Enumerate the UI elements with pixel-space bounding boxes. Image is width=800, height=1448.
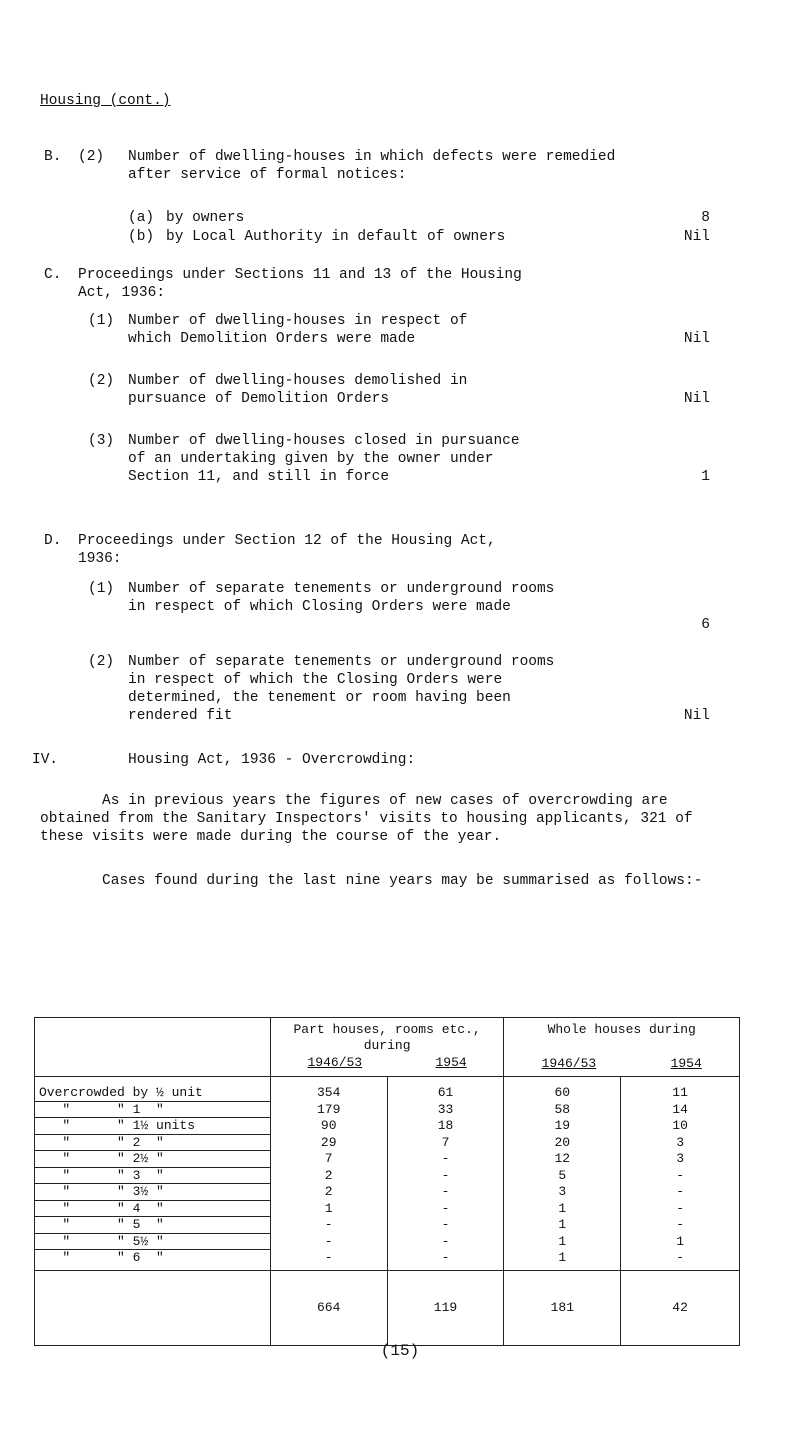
section-d-letter: D. <box>44 533 62 549</box>
table-cell: 90 <box>270 1118 387 1135</box>
table-cell: - <box>621 1200 740 1217</box>
section-d-item-1-num: (1) <box>88 581 115 597</box>
table-cell: - <box>387 1184 504 1201</box>
table-cell: - <box>270 1250 387 1271</box>
table-cell: 61 <box>387 1077 504 1102</box>
section-c-item-2-num: (2) <box>88 373 115 389</box>
table-cell: - <box>621 1184 740 1201</box>
table-cell: 7 <box>387 1134 504 1151</box>
table-cell: - <box>387 1233 504 1250</box>
table-row-label: " " 3½ " <box>35 1184 271 1201</box>
table-cell: 1 <box>504 1250 621 1271</box>
table-header-whole-houses <box>504 1018 740 1077</box>
table-cell: 7 <box>270 1151 387 1168</box>
table-row <box>35 1118 740 1135</box>
table-cell: - <box>387 1217 504 1234</box>
table-cell: 3 <box>504 1184 621 1201</box>
table-row-label: " " 5½ " <box>35 1233 271 1250</box>
table-cell: 1 <box>504 1217 621 1234</box>
section-d-item-1-text: Number of separate tenements or underground rooms in respect of which Closing Orders were made <box>128 581 555 615</box>
table-cell: - <box>621 1217 740 1234</box>
table-row <box>35 1101 740 1118</box>
section-d-item-2-num: (2) <box>88 654 115 670</box>
table-header-whole-label: Whole houses during <box>547 1022 696 1037</box>
section-b-letter: B. <box>44 149 62 165</box>
table-header-whole-period-1: 1946/53 <box>541 1056 597 1071</box>
section-iv-paragraph-2: Cases found during the last nine years may be summarised as follows:- <box>102 873 703 889</box>
section-iv-numeral: IV. <box>32 752 59 768</box>
section-b-number: (2) <box>78 149 105 165</box>
table-row <box>35 1077 740 1102</box>
section-iv-paragraph-1: As in previous years the figures of new cases of overcrowding are obtained from the Sanitary Inspectors' visits to housing applicants, 321 of these visits were made during the course of the year. <box>40 793 693 845</box>
section-c-title: Proceedings under Sections 11 and 13 of the Housing Act, 1936: <box>78 267 522 301</box>
table-total-cell: 119 <box>387 1270 504 1345</box>
table-header-part-period-2: 1954 <box>435 1055 467 1070</box>
table-cell: 20 <box>504 1134 621 1151</box>
section-c-item-3-num: (3) <box>88 433 115 449</box>
table-row-label: " " 6 " <box>35 1250 271 1271</box>
table-cell: 3 <box>621 1134 740 1151</box>
table-cell: 14 <box>621 1101 740 1118</box>
table-cell: - <box>387 1167 504 1184</box>
table-cell: - <box>387 1151 504 1168</box>
section-b-a-label: (a) <box>128 210 155 226</box>
table-row-label: " " 2 " <box>35 1134 271 1151</box>
section-b-b-value: Nil <box>683 229 710 245</box>
table-cell: - <box>270 1217 387 1234</box>
page-heading: Housing (cont.) <box>40 93 171 109</box>
section-c-letter: C. <box>44 267 62 283</box>
section-c-item-1-text: Number of dwelling-houses in respect of which Demolition Orders were made <box>128 313 468 347</box>
table-header-whole-period-2: 1954 <box>670 1056 702 1071</box>
table-cell: 29 <box>270 1134 387 1151</box>
table-header-part-period-1: 1946/53 <box>307 1055 363 1070</box>
table-row-label: " " 5 " <box>35 1217 271 1234</box>
section-b-text: Number of dwelling-houses in which defects were remedied after service of formal notices: <box>128 149 616 183</box>
table-cell: 1 <box>270 1200 387 1217</box>
table-total-cell: 181 <box>504 1270 621 1345</box>
table-row-label: " " 1 " <box>35 1101 271 1118</box>
table-row-label: " " 3 " <box>35 1167 271 1184</box>
section-b-a-value: 8 <box>701 210 710 226</box>
section-c-item-3-value: 1 <box>701 469 710 485</box>
table-header-part-label: Part houses, rooms etc., during <box>293 1022 481 1053</box>
section-c-item-1-num: (1) <box>88 313 115 329</box>
table-cell: - <box>270 1233 387 1250</box>
table-cell: 2 <box>270 1167 387 1184</box>
table-cell: 12 <box>504 1151 621 1168</box>
table-cell: - <box>387 1250 504 1271</box>
section-d-item-2-value: Nil <box>683 708 710 724</box>
table-cell: 19 <box>504 1118 621 1135</box>
section-b-b-text: by Local Authority in default of owners <box>166 229 506 245</box>
table-cell: 1 <box>621 1233 740 1250</box>
table-cell: - <box>387 1200 504 1217</box>
table-cell: 179 <box>270 1101 387 1118</box>
table-cell: 18 <box>387 1118 504 1135</box>
table-row <box>35 1167 740 1184</box>
section-c-item-1-value: Nil <box>683 331 710 347</box>
section-b-a-text: by owners <box>166 210 245 226</box>
table-cell: 1 <box>504 1200 621 1217</box>
table-cell: 58 <box>504 1101 621 1118</box>
table-totals-blank <box>35 1270 271 1345</box>
overcrowding-table <box>34 1017 740 1346</box>
table-cell: 3 <box>621 1151 740 1168</box>
table-header-part-houses <box>270 1018 504 1077</box>
table-cell: 60 <box>504 1077 621 1102</box>
page-number: (15) <box>380 1342 420 1360</box>
table-header-blank <box>35 1018 271 1077</box>
table-row-label: " " 4 " <box>35 1200 271 1217</box>
table-cell: 1 <box>504 1233 621 1250</box>
section-c-item-2-value: Nil <box>683 391 710 407</box>
table-total-cell: 664 <box>270 1270 387 1345</box>
table-cell: - <box>621 1250 740 1271</box>
table-row <box>35 1184 740 1201</box>
table-row <box>35 1233 740 1250</box>
table-cell: 5 <box>504 1167 621 1184</box>
table-row-label: Overcrowded by ½ unit <box>35 1077 271 1102</box>
table-row-label: " " 2½ " <box>35 1151 271 1168</box>
table-row <box>35 1250 740 1271</box>
table-row-label: " " 1½ units <box>35 1118 271 1135</box>
section-d-item-2-text: Number of separate tenements or underground rooms in respect of which the Closing Orders were determined, the tenement or room having been rendered fit <box>128 654 555 724</box>
section-c-item-2-text: Number of dwelling-houses demolished in pursuance of Demolition Orders <box>128 373 468 407</box>
table-row <box>35 1151 740 1168</box>
table-row <box>35 1217 740 1234</box>
table-cell: 33 <box>387 1101 504 1118</box>
section-b-b-label: (b) <box>128 229 155 245</box>
table-body <box>35 1077 740 1271</box>
table-cell: 354 <box>270 1077 387 1102</box>
table-cell: - <box>621 1167 740 1184</box>
table-row <box>35 1200 740 1217</box>
table-totals-row <box>35 1270 740 1345</box>
table-cell: 10 <box>621 1118 740 1135</box>
table-cell: 11 <box>621 1077 740 1102</box>
table-total-cell: 42 <box>621 1270 740 1345</box>
table-header-row <box>35 1018 740 1077</box>
section-d-title: Proceedings under Section 12 of the Housing Act, 1936: <box>78 533 496 567</box>
section-c-item-3-text: Number of dwelling-houses closed in pursuance of an undertaking given by the owner under Section 11, and still in force <box>128 433 520 485</box>
table-row <box>35 1134 740 1151</box>
section-iv-title: Housing Act, 1936 - Overcrowding: <box>128 752 416 768</box>
table-cell: 2 <box>270 1184 387 1201</box>
section-d-item-1-value: 6 <box>701 617 710 633</box>
